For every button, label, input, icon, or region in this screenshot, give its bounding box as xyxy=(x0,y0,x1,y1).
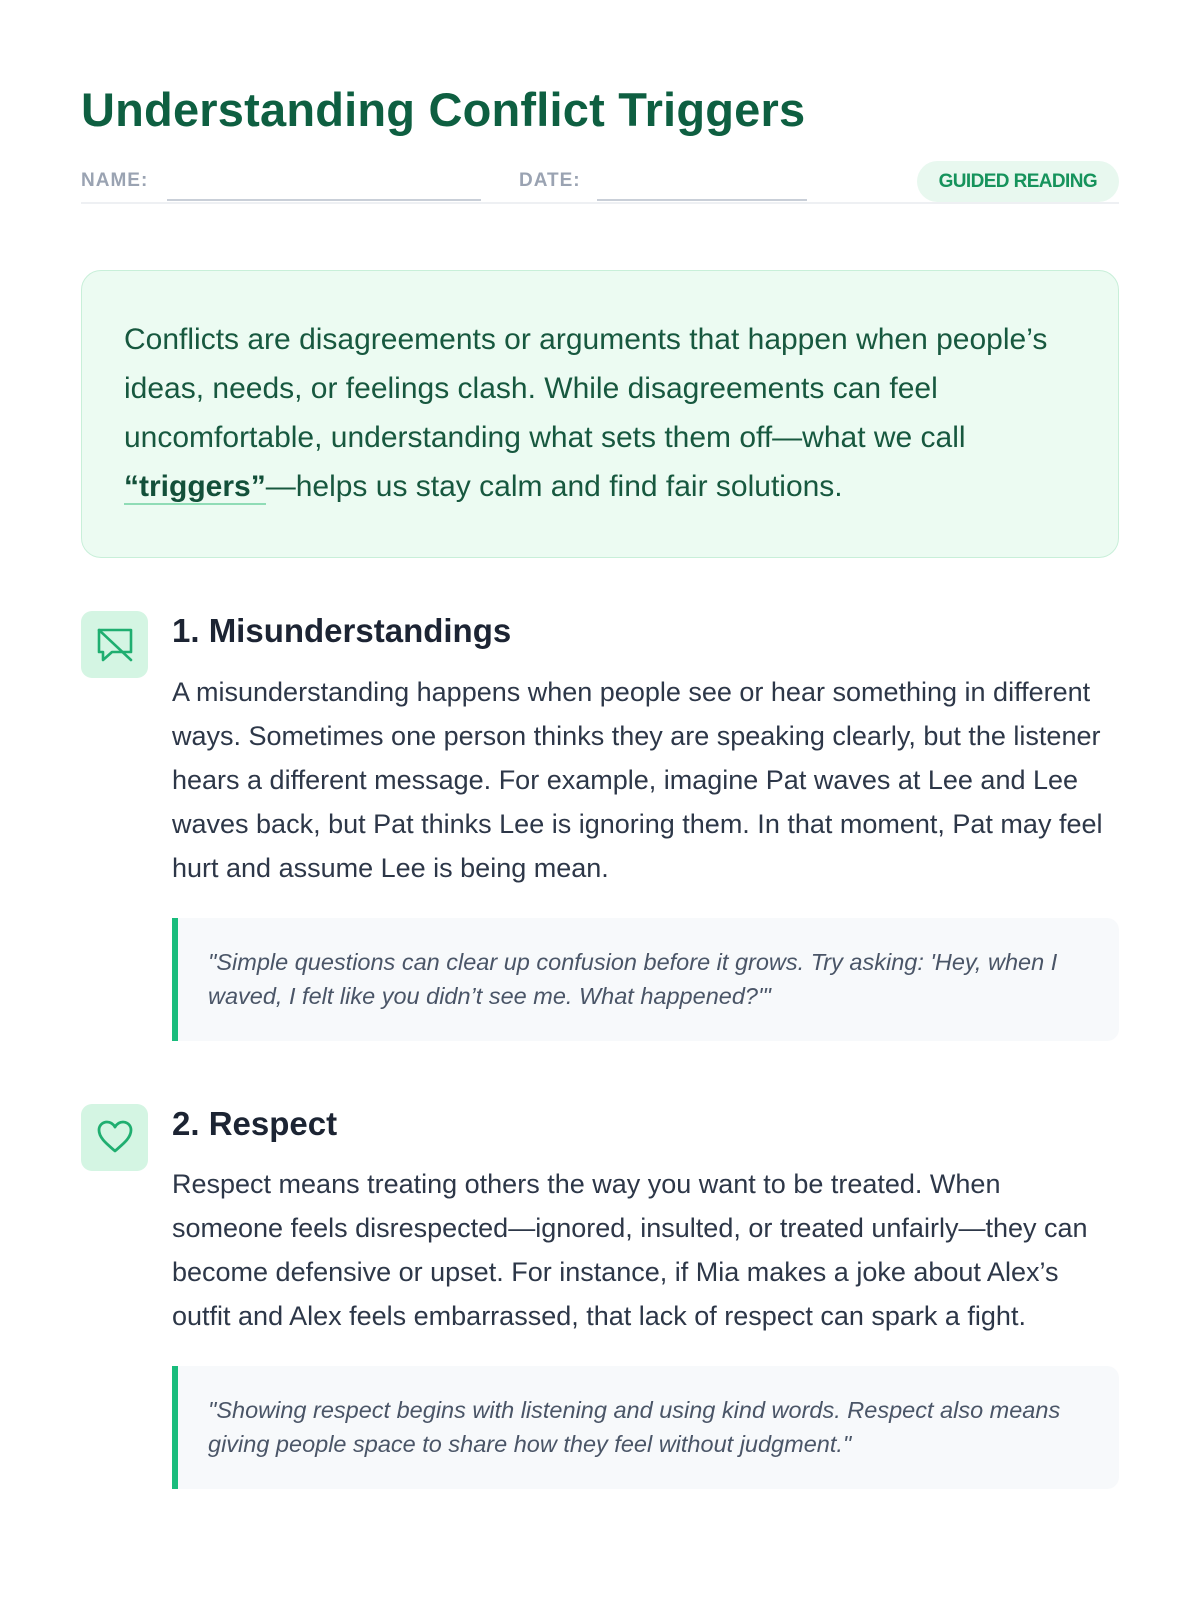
section-body: A misunderstanding happens when people see or hear something in different ways. Sometimes one person thinks they are speaking clearly, but the listener hears a different message. For example, imagine Pat waves at Lee and Lee waves back, but Pat thinks Lee is ignoring them. In that moment, Pat may feel hurt and assume Lee is being mean. xyxy=(172,676,1103,883)
date-field-line[interactable] xyxy=(597,199,807,201)
section-quote: "Simple questions can clear up confusion before it grows. Try asking: 'Hey, when I waved, I felt like you didn’t see me. What happened?'" xyxy=(172,918,1119,1041)
intro-callout xyxy=(81,270,1119,558)
name-label: NAME: xyxy=(81,170,149,192)
intro-text-after: —helps us stay calm and find fair solutions. xyxy=(265,470,843,504)
section-title: 2. Respect xyxy=(172,1104,338,1142)
section-body: Respect means treating others the way you want to be treated. When someone feels disrespected—ignored, insulted, or treated unfairly—they can become defensive or upset. For instance, if Mia makes a joke about Alex’s outfit and Alex feels embarrassed, that lack of respect can spark a fight. xyxy=(172,1169,1088,1332)
name-field-line[interactable] xyxy=(167,199,481,201)
section-respect xyxy=(81,1104,1119,1490)
intro-text-before: Conflicts are disagreements or arguments that happen when people’s ideas, needs, or feelings clash. While disagreements can feel uncomfortable, understanding what sets them off—what we call xyxy=(124,323,1048,455)
message-off-icon xyxy=(81,611,148,678)
intro-keyword: “triggers” xyxy=(124,470,266,504)
guided-reading-badge: GUIDED READING xyxy=(917,161,1119,202)
heart-icon xyxy=(81,1104,148,1171)
section-title: 1. Misunderstandings xyxy=(172,612,512,650)
page-title: Understanding Conflict Triggers xyxy=(81,83,806,136)
date-label: DATE: xyxy=(519,170,581,192)
meta-row xyxy=(81,164,1119,204)
section-misunderstandings xyxy=(81,611,1119,1041)
section-quote: "Showing respect begins with listening and using kind words. Respect also means giving people space to share how they feel without judgment." xyxy=(172,1366,1119,1489)
